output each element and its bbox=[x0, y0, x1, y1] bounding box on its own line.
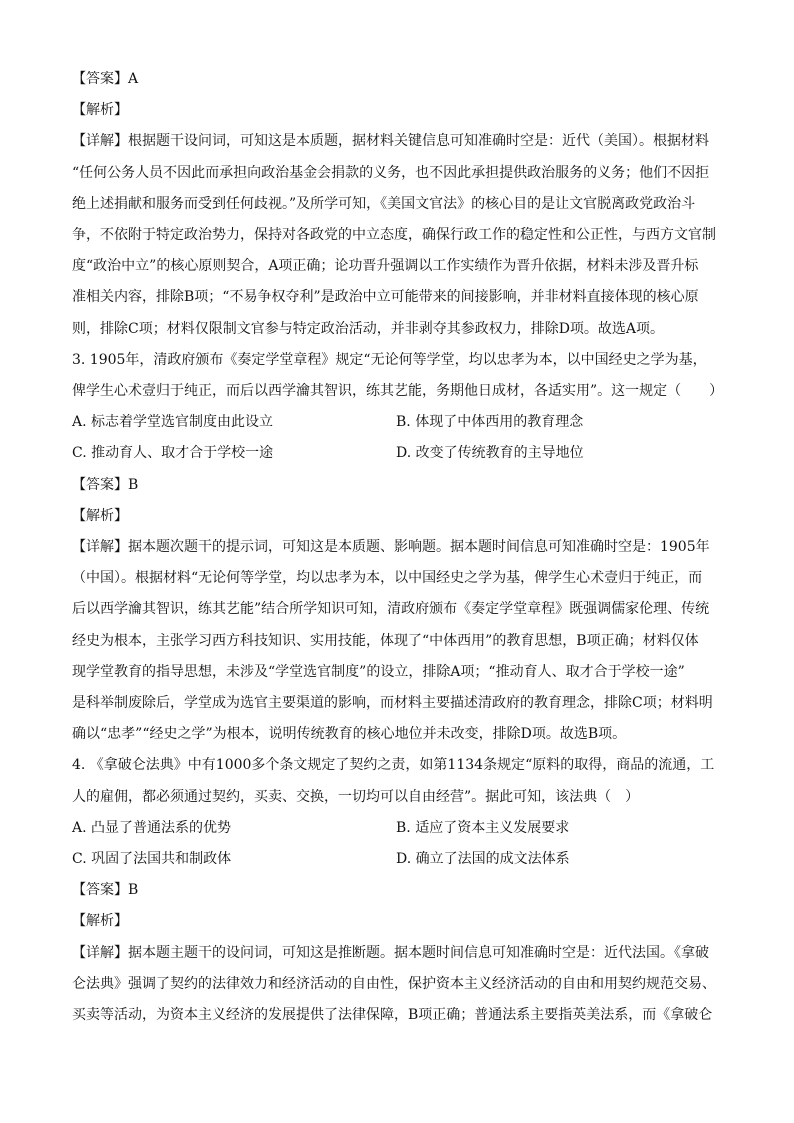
text-line: “任何公务人员不因此而承担向政治基金会捐款的义务，也不因此承担提供政治服务的义务；他们不因拒 bbox=[72, 164, 710, 181]
text-line: 经史为根本，主张学习西方科技知识、实用技能，体现了“中体西用”的教育思想，B项正确；材料仅体 bbox=[72, 632, 699, 649]
option-row bbox=[72, 438, 724, 469]
text-line: 【答案】B bbox=[72, 476, 139, 493]
text-line: 【解析】 bbox=[72, 102, 128, 119]
text-line: 确以“忠孝”“经史之学”为根本，说明传统教育的核心地位并未改变，排除D项。故选B项。 bbox=[72, 726, 627, 743]
text-line: 仑法典》强调了契约的法律效力和经济活动的自由性，保护资本主义经济活动的自由和用契约规范交易、 bbox=[72, 975, 716, 992]
answer-option: A. 标志着学堂选官制度由此设立 bbox=[72, 414, 274, 431]
text-line: 【解析】 bbox=[72, 913, 128, 930]
text-line: 4. 《拿破仑法典》中有1000多个条文规定了契约之责，如第1134条规定“原料的取得，商品的流通，工 bbox=[72, 757, 715, 774]
text-line: 【解析】 bbox=[72, 507, 128, 524]
answer-option: A. 凸显了普通法系的优势 bbox=[72, 819, 232, 836]
text-line: 人的雇佣，都必须通过契约，买卖、交换，一切均可以自由经营”。据此可知，该法典（ ） bbox=[72, 788, 640, 805]
text-line: 【详解】根据题干设问词，可知这是本质题，据材料关键信息可知准确时空是：近代（美国）。根据材料 bbox=[72, 133, 709, 150]
text-line: 争，不依附于特定政治势力，保持对各政党的中立态度，确保行政工作的稳定性和公正性，与西方文官制 bbox=[72, 227, 716, 244]
answer-option: B. 适应了资本主义发展要求 bbox=[396, 819, 570, 836]
text-line: 3. 1905年，清政府颁布《奏定学堂章程》规定“无论何等学堂，均以忠孝为本，以中国经史之学为基， bbox=[72, 351, 707, 368]
text-line: 后以西学瀹其智识，练其艺能”结合所学知识可知，清政府颁布《奏定学堂章程》既强调儒家伦理、传统 bbox=[72, 601, 710, 618]
text-line: 【答案】B bbox=[72, 882, 139, 899]
text-line: 是科举制废除后，学堂成为选官主要渠道的影响，而材料主要描述清政府的教育理念，排除C项；材料明 bbox=[72, 695, 713, 712]
option-row bbox=[72, 844, 724, 875]
text-line: 则，排除C项；材料仅限制文官参与特定政治活动，并非剥夺其参政权力，排除D项。故选A项。 bbox=[72, 320, 665, 337]
text-line: 买卖等活动，为资本主义经济的发展提供了法律保障，B项正确；普通法系主要指英美法系，而《拿破仑 bbox=[72, 1007, 713, 1024]
answer-option: C. 推动育人、取才合于学校一途 bbox=[72, 445, 274, 462]
answer-option: D. 确立了法国的成文法体系 bbox=[396, 851, 570, 868]
text-line: 绝上述捐献和服务而受到任何歧视。”及所学可知，《美国文官法》的核心目的是让文官脱离政党政治斗 bbox=[72, 195, 696, 212]
text-line: 【详解】据本题次题干的提示词，可知这是本质题、影响题。据本题时间信息可知准确时空是：1905年 bbox=[72, 539, 710, 556]
answer-option: C. 巩固了法国共和制政体 bbox=[72, 851, 232, 868]
option-row bbox=[72, 813, 724, 844]
option-row bbox=[72, 407, 724, 438]
text-line: 准相关内容，排除B项；“不易争权夺利”是政治中立可能带来的间接影响，并非材料直接体现的核心原 bbox=[72, 289, 699, 306]
text-line: 现学堂教育的指导思想，未涉及“学堂选官制度”的设立，排除A项；“推动育人、取才合于学校一途” bbox=[72, 663, 685, 680]
text-line: （中国）。根据材料“无论何等学堂，均以忠孝为本，以中国经史之学为基，俾学生心术壹归于纯正，而 bbox=[72, 570, 703, 587]
text-line: 【详解】据本题主题干的设问词，可知这是推断题。据本题时间信息可知准确时空是：近代法国。《拿破 bbox=[72, 944, 709, 961]
text-line: 【答案】A bbox=[72, 71, 139, 87]
text-line: 度“政治中立”的核心原则契合，A项正确；论功晋升强调以工作实绩作为晋升依据，材料未涉及晋升标 bbox=[72, 258, 699, 275]
answer-option: B. 体现了中体西用的教育理念 bbox=[396, 414, 584, 431]
text-line: 俾学生心术壹归于纯正，而后以西学瀹其智识，练其艺能，务期他日成材，各适实用”。这一规定（ ） bbox=[72, 383, 724, 400]
answer-option: D. 改变了传统教育的主导地位 bbox=[396, 445, 584, 462]
